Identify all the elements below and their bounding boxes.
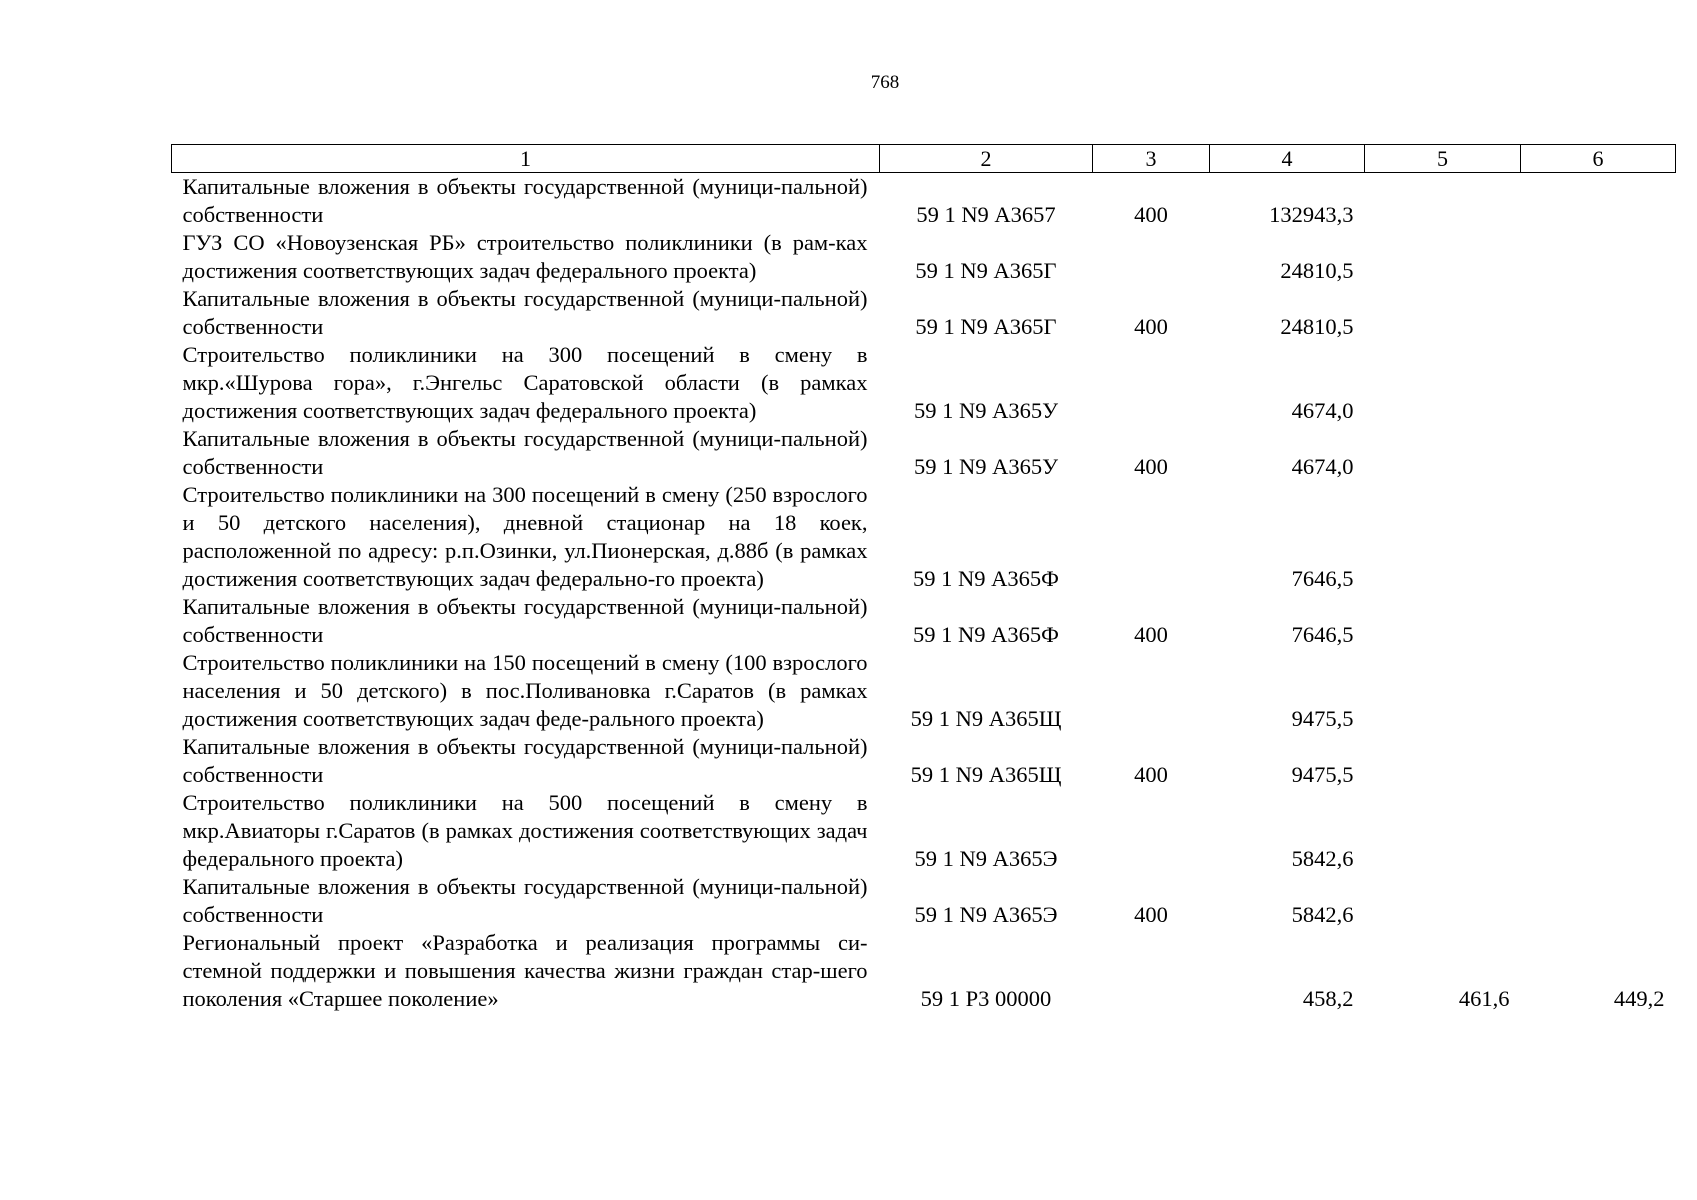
row-value-col-6 xyxy=(1521,789,1676,873)
row-description: Капитальные вложения в объекты государственной (муници-пальной) собственности xyxy=(182,426,868,479)
row-value-col-4: 24810,5 xyxy=(1280,258,1354,283)
row-expense-type xyxy=(1093,229,1210,285)
header-col-4: 4 xyxy=(1210,145,1365,173)
row-value-col-4: 24810,5 xyxy=(1280,314,1354,339)
row-value-col-6 xyxy=(1521,481,1676,593)
row-value-col-5: 461,6 xyxy=(1458,986,1510,1011)
row-value-col-4: 4674,0 xyxy=(1291,454,1354,479)
row-description: Региональный проект «Разработка и реализация программы си-стемной поддержки и повышения качества жизни граждан стар-шего поколения «Старшее поколение» xyxy=(182,930,868,1011)
row-expense-type: 400 xyxy=(1134,762,1168,787)
row-description: Строительство поликлиники на 150 посещений в смену (100 взрослого населения и 50 детского) в пос.Поливановка г.Саратов (в рамках достижения соответствующих задач феде-рального проекта) xyxy=(182,650,868,731)
row-value-col-4: 132943,3 xyxy=(1269,202,1354,227)
row-value-col-6 xyxy=(1521,341,1676,425)
row-code: 59 1 N9 А3657 xyxy=(916,202,1056,227)
table-row xyxy=(172,873,1676,929)
row-value-col-6 xyxy=(1521,229,1676,285)
row-value-col-4: 7646,5 xyxy=(1291,566,1354,591)
row-value-col-5 xyxy=(1365,173,1521,230)
row-value-col-5 xyxy=(1365,229,1521,285)
row-expense-type: 400 xyxy=(1134,454,1168,479)
table-row xyxy=(172,173,1676,230)
row-value-col-5 xyxy=(1365,285,1521,341)
row-value-col-5 xyxy=(1365,733,1521,789)
row-code: 59 1 N9 А365У xyxy=(913,398,1059,423)
row-value-col-4: 458,2 xyxy=(1302,986,1354,1011)
row-code: 59 1 N9 А365Г xyxy=(915,258,1057,283)
row-description: Капитальные вложения в объекты государственной (муници-пальной) собственности xyxy=(182,734,868,787)
row-expense-type xyxy=(1093,341,1210,425)
row-expense-type xyxy=(1093,789,1210,873)
table-header xyxy=(172,145,1676,173)
row-value-col-4: 7646,5 xyxy=(1291,622,1354,647)
page-number: 768 xyxy=(870,72,900,93)
table-row xyxy=(172,733,1676,789)
row-value-col-6 xyxy=(1521,425,1676,481)
row-description: Капитальные вложения в объекты государственной (муници-пальной) собственности xyxy=(182,286,868,339)
row-value-col-6 xyxy=(1521,649,1676,733)
row-value-col-4: 9475,5 xyxy=(1291,762,1354,787)
row-expense-type: 400 xyxy=(1134,202,1168,227)
row-code: 59 1 P3 00000 xyxy=(920,986,1052,1011)
header-col-5: 5 xyxy=(1365,145,1521,173)
table-row xyxy=(172,285,1676,341)
row-expense-type: 400 xyxy=(1134,622,1168,647)
row-code: 59 1 N9 А365Щ xyxy=(910,762,1062,787)
row-code: 59 1 N9 А365Ф xyxy=(913,622,1059,647)
row-value-col-5 xyxy=(1365,341,1521,425)
row-code: 59 1 N9 А365Э xyxy=(914,902,1058,927)
row-value-col-6 xyxy=(1521,173,1676,230)
row-description: Капитальные вложения в объекты государственной (муници-пальной) собственности xyxy=(182,174,868,227)
row-expense-type xyxy=(1093,649,1210,733)
row-value-col-5 xyxy=(1365,873,1521,929)
row-description: Строительство поликлиники на 300 посещений в смену в мкр.«Шурова гора», г.Энгельс Саратовской области (в рамках достижения соответствующих задач федерального проекта) xyxy=(182,342,868,423)
budget-table xyxy=(171,144,1676,1013)
row-expense-type: 400 xyxy=(1134,902,1168,927)
row-code: 59 1 N9 А365Э xyxy=(914,846,1058,871)
row-description: Строительство поликлиники на 300 посещений в смену (250 взрослого и 50 детского населения), дневной стационар на 18 коек, расположенной по адресу: р.п.Озинки, ул.Пионерская, д.88б (в рамках достижения соответствующих задач федерально-го проекта) xyxy=(182,482,868,591)
table-row xyxy=(172,789,1676,873)
row-code: 59 1 N9 А365Г xyxy=(915,314,1057,339)
row-code: 59 1 N9 А365Ф xyxy=(913,566,1059,591)
row-value-col-4: 4674,0 xyxy=(1291,398,1354,423)
header-row xyxy=(172,145,1676,173)
header-col-1: 1 xyxy=(172,145,880,173)
row-value-col-5 xyxy=(1365,425,1521,481)
row-value-col-6 xyxy=(1521,873,1676,929)
table-row xyxy=(172,593,1676,649)
row-description: ГУЗ СО «Новоузенская РБ» строительство поликлиники (в рам-ках достижения соответствующих задач федерального проекта) xyxy=(182,230,868,283)
table-row xyxy=(172,649,1676,733)
row-value-col-6 xyxy=(1521,733,1676,789)
row-value-col-5 xyxy=(1365,789,1521,873)
row-value-col-5 xyxy=(1365,649,1521,733)
row-code: 59 1 N9 А365У xyxy=(913,454,1059,479)
row-value-col-6 xyxy=(1521,593,1676,649)
row-value-col-5 xyxy=(1365,593,1521,649)
table-row xyxy=(172,425,1676,481)
row-value-col-4: 9475,5 xyxy=(1291,706,1354,731)
table-body xyxy=(172,173,1676,1014)
row-description: Капитальные вложения в объекты государственной (муници-пальной) собственности xyxy=(182,874,868,927)
header-col-3: 3 xyxy=(1093,145,1210,173)
row-value-col-6 xyxy=(1521,285,1676,341)
row-value-col-4: 5842,6 xyxy=(1291,846,1354,871)
header-col-6: 6 xyxy=(1521,145,1676,173)
table-row xyxy=(172,929,1676,1013)
table-row xyxy=(172,481,1676,593)
row-expense-type xyxy=(1093,481,1210,593)
row-value-col-6: 449,2 xyxy=(1613,986,1665,1011)
row-expense-type xyxy=(1093,929,1210,1013)
table-row xyxy=(172,229,1676,285)
header-col-2: 2 xyxy=(880,145,1093,173)
row-description: Капитальные вложения в объекты государственной (муници-пальной) собственности xyxy=(182,594,868,647)
row-expense-type: 400 xyxy=(1134,314,1168,339)
row-value-col-4: 5842,6 xyxy=(1291,902,1354,927)
row-code: 59 1 N9 А365Щ xyxy=(910,706,1062,731)
table-row xyxy=(172,341,1676,425)
row-description: Строительство поликлиники на 500 посещений в смену в мкр.Авиаторы г.Саратов (в рамках достижения соответствующих задач федерального проекта) xyxy=(182,790,868,871)
row-value-col-5 xyxy=(1365,481,1521,593)
